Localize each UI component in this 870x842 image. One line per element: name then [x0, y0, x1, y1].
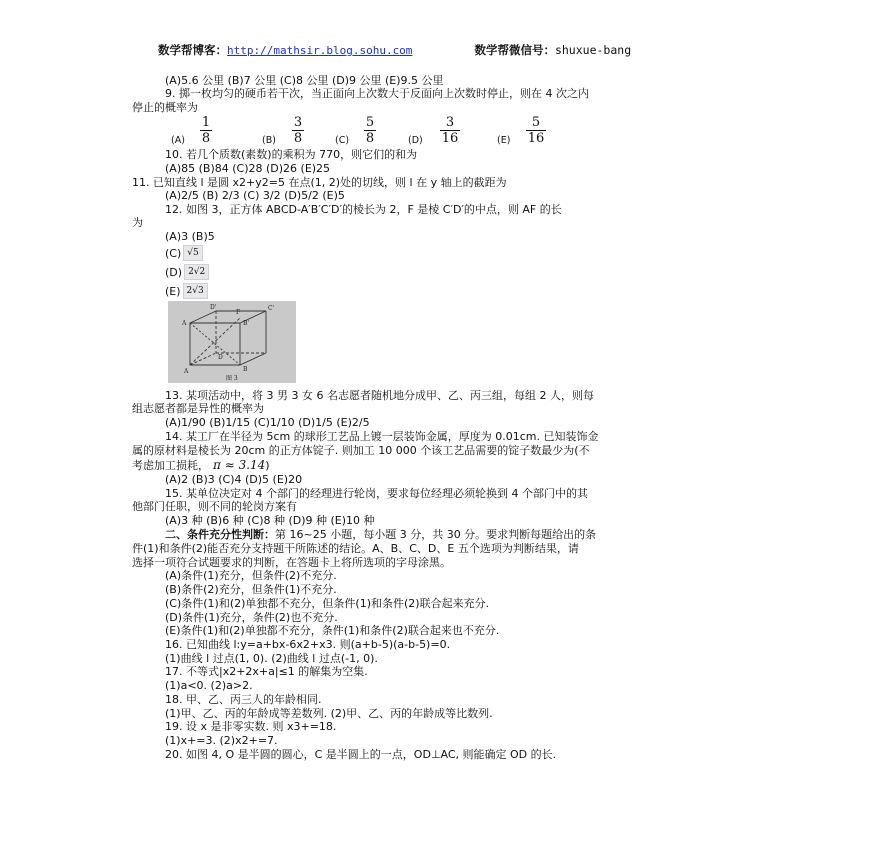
q9-opt-e-label: (E) — [497, 135, 511, 146]
judgement-a: (A)条件(1)充分，但条件(2)不充分. — [165, 569, 337, 582]
fraction-denominator: 16 — [527, 131, 545, 146]
q18-conditions: (1)甲、乙、丙的年龄成等差数列. (2)甲、乙、丙的年龄成等比数列. — [165, 707, 493, 720]
judgement-c: (C)条件(1)和(2)单独都不充分，但条件(1)和条件(2)联合起来充分. — [165, 597, 490, 610]
q12-opt-e — [165, 283, 208, 299]
judgement-e: (E)条件(1)和(2)单独都不充分，条件(1)和条件(2)联合起来也不充分. — [165, 624, 500, 637]
q12-opt-d — [165, 264, 209, 280]
q16-conditions: (1)曲线 l 过点(1, 0). (2)曲线 l 过点(-1, 0). — [165, 652, 378, 665]
q9-opt-b-label: (B) — [262, 135, 276, 146]
q12-opt-c-value: √5 — [183, 245, 202, 261]
q11-options: (A)2/5 (B) 2/3 (C) 3/2 (D)5/2 (E)5 — [165, 189, 345, 202]
q12-opt-d-value: 2√2 — [184, 264, 209, 280]
vertex-label: B' — [243, 320, 250, 327]
blog-link[interactable]: http://mathsir.blog.sohu.com — [227, 44, 413, 57]
q11-stem: 11. 已知直线 l 是圆 x2+y2=5 在点(1, 2)处的切线，则 l 在 y 轴上的截距为 — [132, 176, 507, 189]
q9-stem-cont: 停止的概率为 — [132, 101, 198, 114]
pi-approx: π ≈ 3.14 — [213, 458, 266, 472]
fraction-denominator: 8 — [293, 131, 303, 146]
q12-opt-d-label: (D) — [165, 265, 183, 279]
q12-opt-e-value: 2√3 — [183, 283, 208, 299]
q9-opt-c-label: (C) — [335, 135, 350, 146]
fraction-numerator: 3 — [293, 115, 303, 130]
q13-options: (A)1/90 (B)1/15 (C)1/10 (D)1/5 (E)2/5 — [165, 416, 370, 429]
q13-stem-cont: 组志愿者都是异性的概率为 — [132, 402, 264, 415]
q17-conditions: (1)a<0. (2)a>2. — [165, 679, 253, 692]
judgement-b: (B)条件(2)充分，但条件(1)不充分. — [165, 583, 337, 596]
q10-stem: 10. 若几个质数(素数)的乘积为 770，则它们的和为 — [165, 148, 418, 161]
q8-options: (A)5.6 公里 (B)7 公里 (C)8 公里 (D)9 公里 (E)9.5 公里 — [165, 74, 444, 87]
q12-options-ab: (A)3 (B)5 — [165, 230, 215, 243]
q9-opt-d-fraction — [440, 116, 460, 145]
fraction-numerator: 5 — [365, 115, 375, 130]
cube-diagram — [168, 301, 296, 383]
q19-conditions: (1)x+=3. (2)x2+=7. — [165, 734, 278, 747]
wechat-id: shuxue-bang — [554, 43, 632, 57]
q12-stem: 12. 如图 3，正方体 ABCD-A′B′C′D′的棱长为 2，F 是棱 C′D′的中点，则 AF 的长 — [165, 203, 562, 216]
q14-note-close: ) — [265, 459, 270, 472]
vertex-label: D — [218, 354, 223, 361]
q9-opt-d-label: (D) — [408, 135, 423, 146]
q17-stem: 17. 不等式|x2+2x+a|≤1 的解集为空集. — [165, 665, 368, 678]
q9-opt-a-fraction — [200, 116, 212, 145]
vertex-label: F — [236, 309, 241, 316]
vertex-label: A — [184, 368, 189, 375]
q13-stem: 13. 某项活动中，将 3 男 3 女 6 名志愿者随机地分成甲、乙、丙三组，每组 2 人，则每 — [165, 389, 594, 402]
blog-label: 数学帮博客： — [158, 43, 227, 57]
fraction-denominator: 16 — [441, 131, 459, 146]
q18-stem: 18. 甲、乙、丙三人的年龄相同. — [165, 693, 322, 706]
cube-hidden-edge — [190, 353, 216, 365]
q9-opt-c-fraction — [364, 116, 376, 145]
section2-title: 二、条件充分性判断： — [165, 528, 275, 541]
figure-caption: 图 3 — [226, 375, 238, 382]
vertex-label: D' — [210, 304, 217, 311]
fraction-numerator: 5 — [531, 115, 541, 130]
q10-options: (A)85 (B)84 (C)28 (D)26 (E)25 — [165, 162, 331, 175]
q9-opt-b-fraction — [292, 116, 304, 145]
q14-stem-cont: 属的原材料是棱长为 20cm 的正方体锭子. 则加工 10 000 个该工艺品需要的锭子数最少为(不 — [132, 444, 590, 457]
cube-figure — [168, 301, 296, 383]
judgement-d: (D)条件(1)充分，条件(2)也不充分. — [165, 611, 338, 624]
q9-opt-e-fraction — [526, 116, 546, 145]
q15-options: (A)3 种 (B)6 种 (C)8 种 (D)9 种 (E)10 种 — [165, 514, 375, 527]
page-header — [158, 42, 631, 58]
q9-stem: 9. 掷一枚均匀的硬币若干次，当正面向上次数大于反面向上次数时停止，则在 4 次之内 — [165, 87, 589, 100]
q19-stem: 19. 设 x 是非零实数. 则 x3+=18. — [165, 720, 337, 733]
fraction-denominator: 8 — [365, 131, 375, 146]
vertex-label: C' — [268, 305, 275, 312]
section2-intro-cont2: 选择一项符合试题要求的判断，在答题卡上将所选项的字母涂黑。 — [132, 556, 451, 569]
q14-stem-cont2 — [132, 459, 270, 472]
q14-note: 考虑加工损耗， — [132, 459, 209, 472]
fraction-numerator: 3 — [445, 115, 455, 130]
cube-edge — [240, 353, 266, 365]
q20-stem: 20. 如图 4, O 是半圆的圆心，C 是半圆上的一点，OD⊥AC, 则能确定 OD 的长. — [165, 748, 557, 761]
q12-opt-c — [165, 245, 203, 261]
vertex-label: A — [182, 320, 187, 327]
q16-stem: 16. 已知曲线 l:y=a+bx-6x2+x3. 则(a+b-5)(a-b-5)=0. — [165, 638, 451, 651]
q12-opt-c-label: (C) — [165, 246, 182, 260]
cube-edge — [190, 311, 216, 323]
segment-af — [190, 317, 241, 365]
fraction-numerator: 1 — [201, 115, 211, 130]
cube-diagonal — [190, 323, 240, 365]
q14-options: (A)2 (B)3 (C)4 (D)5 (E)20 — [165, 473, 303, 486]
q12-opt-e-label: (E) — [165, 284, 181, 298]
fraction-denominator: 8 — [201, 131, 211, 146]
vertex-label: B — [243, 366, 248, 373]
section2-intro-cont: 件(1)和条件(2)能否充分支持题干所陈述的结论。A、B、C、D、E 五个选项为判断结果，请 — [132, 542, 579, 555]
section2-intro: 第 16~25 小题，每小题 3 分，共 30 分。要求判断每题给出的条 — [275, 528, 597, 541]
section2-heading — [165, 528, 596, 541]
q14-stem: 14. 某工厂在半径为 5cm 的球形工艺品上镀一层装饰金属，厚度为 0.01cm. 已知装饰金 — [165, 430, 599, 443]
q9-opt-a-label: (A) — [171, 135, 185, 146]
q15-stem-cont: 他部门任职，则不同的轮岗方案有 — [132, 500, 297, 513]
wechat-label: 数学帮微信号： — [474, 43, 555, 57]
q12-stem-cont: 为 — [132, 216, 143, 229]
q15-stem: 15. 某单位决定对 4 个部门的经理进行轮岗，要求每位经理必须轮换到 4 个部门中的其 — [165, 487, 588, 500]
